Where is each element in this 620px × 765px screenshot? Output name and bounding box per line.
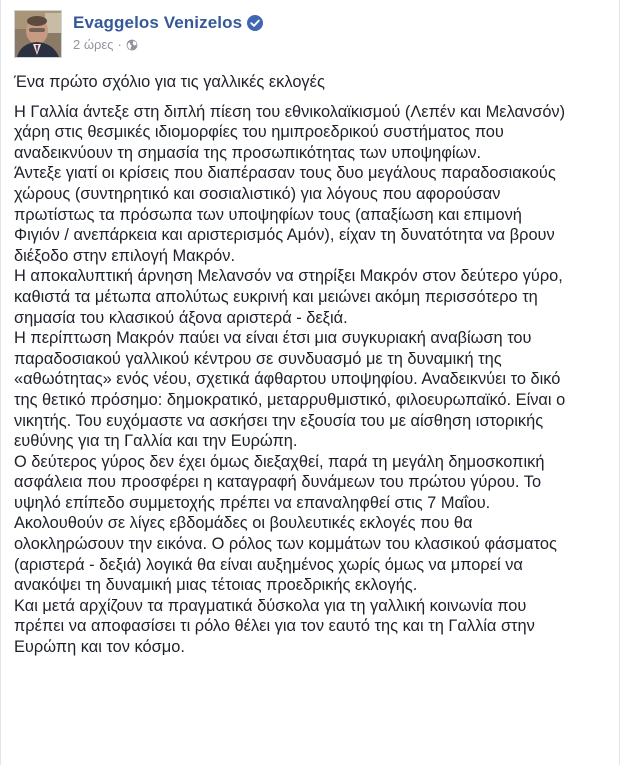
- post-text-line: διέξοδο στην επιλογή Μακρόν.: [14, 246, 236, 265]
- post-text-line: «αθωότητας» ενός νέου, σχετικά άφθαρτου υποψηφίου. Αναδεικνύει το δικό: [14, 370, 561, 389]
- avatar-image: [15, 11, 61, 57]
- author-name-link[interactable]: Evaggelos Venizelos: [73, 13, 243, 32]
- post-text-line: της θετικό πρόσημο: δημοκρατικό, μεταρρυθμιστικό, φιλοευρωπαϊκό. Είναι ο: [14, 390, 566, 409]
- post-text-line: πρωτίστως τα πρόσωπα των υποψηφίων τους (απαξίωση και επιμονή: [14, 205, 522, 224]
- post-text-line: Η αποκαλυπτική άρνηση Μελανσόν να στηρίξει Μακρόν στον δεύτερο γύρο,: [14, 267, 563, 286]
- meta-separator: ·: [117, 37, 122, 52]
- post-text-line: νικητής. Του ευχόμαστε να ασκήσει την εξουσία του με αίσθηση ιστορικής: [14, 411, 544, 430]
- post-text-line: Ευρώπη και τον κόσμο.: [14, 638, 185, 657]
- globe-icon[interactable]: [126, 39, 138, 51]
- post-text-line: Ο δεύτερος γύρος δεν έχει όμως διεξαχθεί, παρά τη μεγάλη δημοσκοπική: [14, 452, 545, 471]
- post-text-line: Ακολουθούν σε λίγες εβδομάδες οι βουλευτικές εκλογές που θα: [14, 514, 473, 533]
- post-body: [14, 72, 614, 658]
- post-text-line: παραδοσιακού γαλλικού κέντρου σε συνδυασμό με τη δυναμική της: [14, 349, 502, 368]
- verified-badge-icon: [247, 15, 263, 31]
- post-text-line: υψηλό επίπεδο συμμετοχής πρέπει να επαναληφθεί στις 7 Μαΐου.: [14, 493, 491, 512]
- avatar[interactable]: [14, 10, 62, 58]
- post-text-line: Η περίπτωση Μακρόν παύει να είναι έτσι μια συγκυριακή αναβίωση του: [14, 329, 532, 348]
- post-text-line: ολοκληρώσουν την εικόνα. Ο ρόλος των κομμάτων του κλασικού φάσματος: [14, 535, 557, 554]
- post-text-line: Η Γαλλία άντεξε στη διπλή πίεση του εθνικολαϊκισμού (Λεπέν και Μελανσόν): [14, 102, 566, 121]
- post-text-line: χώρους (συντηρητικό και σοσιαλιστικό) για λόγους που αφορούσαν: [14, 184, 501, 203]
- post-text-line: Και μετά αρχίζουν τα πραγματικά δύσκολα για τη γαλλική κοινωνία που: [14, 596, 527, 615]
- author-row: [73, 12, 263, 34]
- post-text-line: καθιστά τα μέτωπα απολύτως ευκρινή και μειώνει ακόμη περισσότερο τη: [14, 287, 538, 306]
- post-text-line: αναδεικνύουν τη σημασία της προσωπικότητας των υποψηφίων.: [14, 143, 482, 162]
- post-text-line: ανακόψει τη δυναμική μιας τέτοιας προεδρικής εκλογής.: [14, 576, 418, 595]
- post-text-line: σημασία του κλασικού άξονα αριστερά - δεξιά.: [14, 308, 348, 327]
- post-text-line: (αριστερά - δεξιά) λογικά θα είναι αυξημένος χωρίς όμως να μπορεί να: [14, 555, 523, 574]
- post-text-line: χάρη στις θεσμικές ιδιομορφίες του ημιπροεδρικού συστήματος που: [14, 123, 504, 142]
- timestamp-link[interactable]: 2 ώρες: [73, 37, 114, 52]
- post-text-line: Φιγιόν / ανεπάρκεια και αριστερισμός Αμόν), είχαν τη δυνατότητα να βρουν: [14, 226, 555, 245]
- post-text-line: ασφάλεια που προσφέρει η καταγραφή δυνάμεων του πρώτου γύρου. Το: [14, 473, 542, 492]
- timestamp-row: [73, 37, 263, 52]
- post-text-line: Άντεξε γιατί οι κρίσεις που διαπέρασαν τους δυο μεγάλους παραδοσιακούς: [14, 164, 556, 183]
- post-meta: [73, 12, 263, 52]
- post-title-line: Ένα πρώτο σχόλιο για τις γαλλικές εκλογές: [14, 73, 325, 91]
- post-text-line: πρέπει να αποφασίσει τι ρόλο θέλει για τον εαυτό της και τη Γαλλία στην: [14, 617, 535, 636]
- post-header: [14, 10, 263, 60]
- post-text-line: ευθύνης για τη Γαλλία και την Ευρώπη.: [14, 432, 298, 451]
